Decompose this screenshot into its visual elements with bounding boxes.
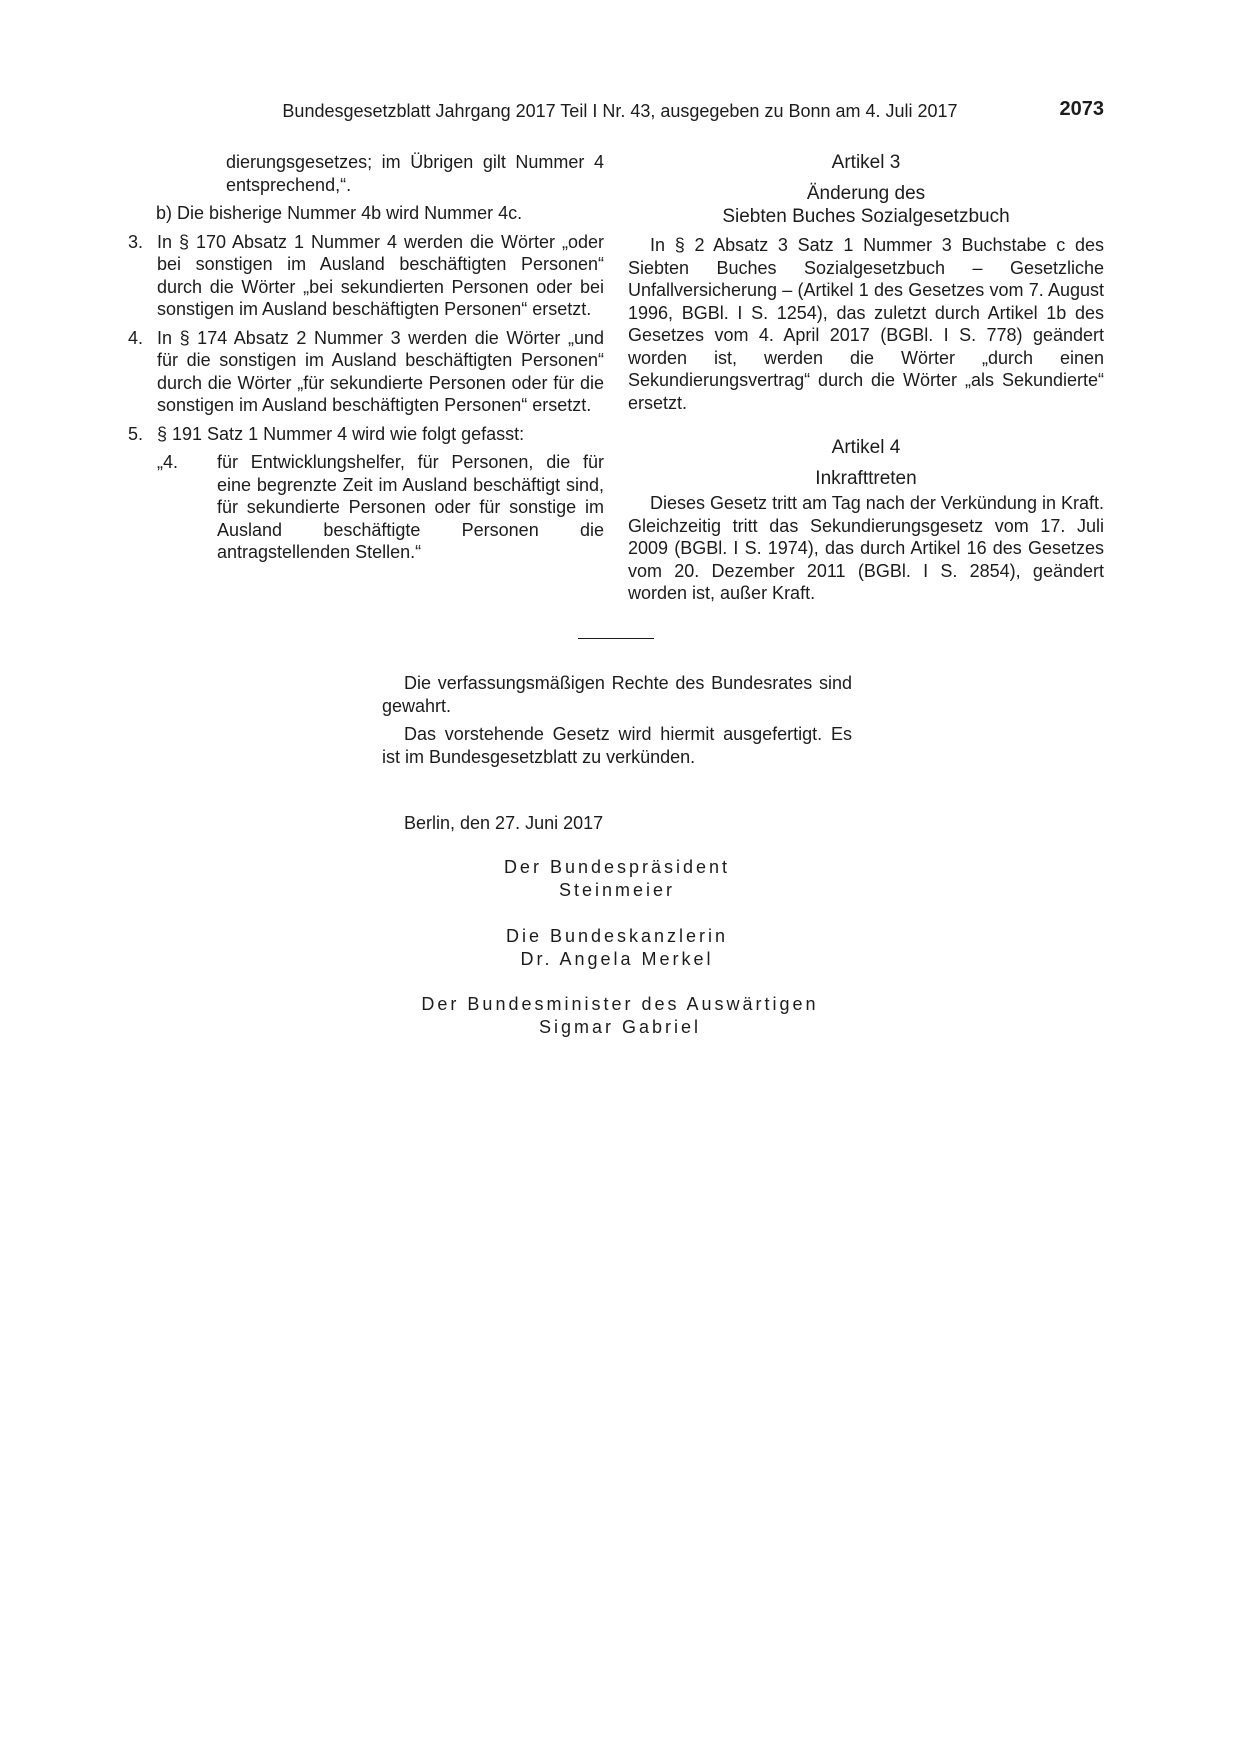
signature-role: Der Bundespräsident [503, 857, 731, 877]
closing-formula [382, 672, 852, 768]
article-title: Artikel 4 [831, 437, 901, 458]
artikel-3 [628, 151, 1104, 414]
list-item-3 [128, 231, 604, 321]
article-heading-line2: Siebten Buches Sozialgesetzbuch [722, 206, 1010, 227]
place-date: Berlin, den 27. Juni 2017 [404, 813, 604, 833]
page-header [270, 100, 1104, 124]
closing-para-1: Die verfassungsmäßigen Rechte des Bundesrates sind gewahrt. [382, 673, 852, 716]
list-item-4 [128, 327, 604, 417]
running-title: Bundesgesetzblatt Jahrgang 2017 Teil I Nr. 43, ausgegeben zu Bonn am 4. Juli 2017 [282, 101, 958, 121]
signature-role: Die Bundeskanzlerin [505, 926, 729, 946]
signature-block-foreign-minister [350, 993, 890, 1038]
article-heading: Inkrafttreten [815, 468, 917, 489]
sub-item-b: b) Die bisherige Nummer 4b wird Nummer 4c. [156, 203, 523, 223]
list-item-text: In § 174 Absatz 2 Nummer 3 werden die Wörter „und für die sonstigen im Ausland beschäftigten Personen“ durch die Wörter „für sekundierte Personen oder für die sonstigen im Ausland beschäftigten Personen“ ersetzt. [157, 327, 604, 415]
list-item-5 [128, 423, 604, 446]
signature-name: Sigmar Gabriel [538, 1016, 702, 1037]
signature-role: Der Bundesminister des Auswärtigen [421, 994, 819, 1014]
article-body: Dieses Gesetz tritt am Tag nach der Verkündung in Kraft. Gleichzeitig tritt das Sekundierungsgesetz vom 17. Juli 2009 (BGBl. I S. 1974), das durch Artikel 16 des Gesetzes vom 20. Dezember 2011 (BGBl. I S. 2854), geändert worden ist, außer Kraft. [628, 493, 1104, 603]
article-heading-line1: Änderung des [806, 183, 926, 204]
list-item-number: 5. [128, 423, 144, 444]
signature-name: Steinmeier [558, 879, 676, 900]
list-item-text: § 191 Satz 1 Nummer 4 wird wie folgt gefasst: [157, 423, 525, 444]
signature-block-chancellor [382, 925, 852, 970]
left-column [128, 151, 604, 564]
signature-block-president [382, 856, 852, 901]
page-number: 2073 [1059, 98, 1104, 120]
article-body: In § 2 Absatz 3 Satz 1 Nummer 3 Buchstabe c des Siebten Buches Sozialgesetzbuch – Gesetzliche Unfallversicherung – (Artikel 1 des Gesetzes vom 7. August 1996, BGBl. I S. 1254), das zuletzt durch Artikel 1b des Gesetzes vom 4. April 2017 (BGBl. I S. 778) geändert worden ist, werden die Wörter „durch einen Sekundierungsvertrag“ durch die Wörter „als Sekundierte“ ersetzt. [628, 235, 1104, 413]
closing-para-2: Das vorstehende Gesetz wird hiermit ausgefertigt. Es ist im Bundesgesetzblatt zu verkünden. [382, 724, 852, 767]
article-title: Artikel 3 [831, 152, 901, 173]
right-column [628, 151, 1104, 605]
list-item-number: 4. [128, 327, 144, 348]
section-divider [578, 638, 654, 639]
signature-name: Dr. Angela Merkel [520, 948, 714, 969]
list-item-text: In § 170 Absatz 1 Nummer 4 werden die Wörter „oder bei sonstigen im Ausland beschäftigten Personen“ durch die Wörter „bei sekundierten Personen oder bei sonstigen im Ausland beschäftigten Personen“ ersetzt. [157, 231, 604, 319]
quoted-provision [157, 451, 604, 564]
quoted-number: „4. [157, 452, 179, 472]
continuation-text: dierungsgesetzes; im Übrigen gilt Nummer 4 entsprechend,“. [226, 152, 604, 195]
quoted-text: für Entwicklungshelfer, für Personen, die für eine begrenzte Zeit im Ausland beschäftigt sind, für sekundierte Personen oder für sonstige im Ausland beschäftigte Personen die antragstellenden Stellen.“ [217, 452, 604, 562]
artikel-4 [628, 436, 1104, 605]
list-item-number: 3. [128, 231, 144, 252]
